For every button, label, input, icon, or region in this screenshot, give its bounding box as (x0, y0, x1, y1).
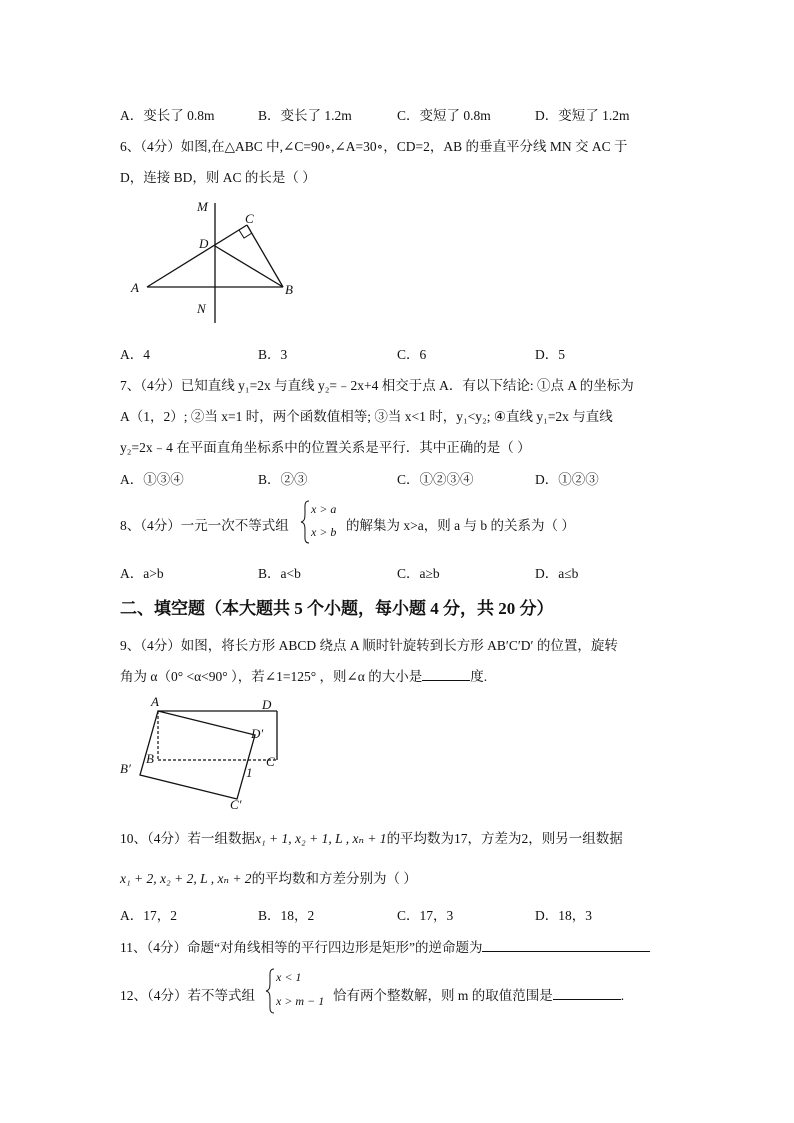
q7-stem-line2: A（1，2）; ②当 x=1 时，两个函数值相等; ③当 x<1 时，y₁<y₂; ④直线 y₁=2x 与直线 (120, 409, 613, 424)
q5-option-c: C．变短了 0.8m (397, 108, 491, 123)
q7-option-b: B．②③ (258, 472, 308, 487)
q12-prefix: 12、（4分）若不等式组 (120, 988, 255, 1003)
q12-inequality-1: x < 1 (276, 970, 302, 984)
q6-label-a: A (131, 280, 139, 295)
q10-expression-1: x₁ + 1, x₂ + 1, L , xₙ + 1 (255, 831, 387, 846)
q9-figure (118, 693, 288, 811)
q6-label-m: M (197, 199, 208, 214)
q10-expression-2: x₁ + 2, x₂ + 2, L , xₙ + 2 (120, 871, 252, 886)
q9-stem-line2-text: 角为 α（0° <α<90° ），若∠1=125° ，则∠α 的大小是 (120, 669, 423, 684)
q6-stem-line1: 6、（4分）如图,在△ABC 中,∠C=90∘,∠A=30∘，CD=2，AB 的垂直平分线 MN 交 AC 于 (120, 139, 628, 154)
q8-brace (300, 500, 310, 544)
q8-option-b: B．a<b (258, 566, 301, 581)
q8-option-a: A．a>b (120, 566, 164, 581)
q8-suffix: 的解集为 x>a，则 a 与 b 的关系为（ ） (346, 518, 575, 533)
q9-label-1: 1 (246, 765, 253, 780)
q9-label-b-prime: B′ (120, 761, 131, 776)
q9-label-d-prime: D′ (251, 726, 264, 741)
q7-option-c: C．①②③④ (397, 472, 474, 487)
q7-option-a: A．①③④ (120, 472, 184, 487)
q8-option-d: D．a≤b (535, 566, 579, 581)
q9-label-b: B (146, 751, 154, 766)
q6-option-d: D．5 (535, 347, 565, 362)
q12-end: . (620, 988, 625, 1003)
q10-stem-suffix: 的平均数和方差分别为（ ） (251, 871, 417, 886)
q11-stem-text: 11、（4分）命题“对角线相等的平行四边形是矩形”的逆命题为 (120, 940, 483, 955)
q10-stem-middle: 的平均数为17，方差为2，则另一组数据 (386, 831, 623, 846)
q12-suffix-text: 恰有两个整数解，则 m 的取值范围是 (333, 988, 553, 1003)
q5-option-b: B．变长了 1.2m (258, 108, 352, 123)
q9-unit: 度. (470, 669, 488, 684)
q9-stem-line2 (120, 665, 487, 685)
q6-label-d: D (199, 236, 209, 251)
q6-label-c: C (245, 211, 254, 226)
section-2-heading: 二、填空题（本大题共 5 个小题，每小题 4 分，共 20 分） (120, 599, 554, 618)
q12-brace (265, 968, 275, 1014)
q6-label-n: N (197, 301, 206, 316)
q6-option-c: C．6 (397, 347, 427, 362)
q6-stem-line2: D，连接 BD，则 AC 的长是（ ） (120, 170, 316, 185)
q6-option-b: B．3 (258, 347, 288, 362)
q9-label-a: A (151, 694, 159, 709)
q7-option-d: D．①②③ (535, 472, 599, 487)
q12-inequality-2: x > m − 1 (276, 994, 325, 1008)
q6-option-a: A．4 (120, 347, 150, 362)
q9-label-c-prime: C′ (230, 797, 242, 811)
q12-answer-blank[interactable] (553, 999, 621, 1000)
q8-prefix: 8、（4分）一元一次不等式组 (120, 518, 289, 533)
q7-stem-line3: y₂=2x﹣4 在平面直角坐标系中的位置关系是平行．其中正确的是（ ） (120, 440, 531, 455)
q12-stem-suffix (333, 984, 624, 1004)
q5-option-d: D．变短了 1.2m (535, 108, 630, 123)
q8-inequality-2: x > b (311, 525, 337, 539)
q9-label-c: C (266, 754, 275, 769)
q5-option-a: A．变长了 0.8m (120, 108, 215, 123)
q10-option-d: D．18，3 (535, 908, 592, 923)
q6-figure (125, 195, 305, 325)
q10-stem-line2 (120, 867, 417, 887)
q9-answer-blank[interactable] (422, 680, 470, 681)
q11-stem (120, 936, 650, 956)
q7-stem-line1: 7、（4分）已知直线 y₁=2x 与直线 y₂=﹣2x+4 相交于点 A．有以下结论: ①点 A 的坐标为 (120, 378, 634, 393)
q9-stem-line1: 9、（4分）如图，将长方形 ABCD 绕点 A 顺时针旋转到长方形 AB′C′D′ 的位置，旋转 (120, 638, 618, 653)
q10-option-b: B．18，2 (258, 908, 315, 923)
q10-option-a: A．17，2 (120, 908, 177, 923)
q6-label-b: B (285, 282, 293, 297)
q8-option-c: C．a≥b (397, 566, 440, 581)
q11-answer-blank[interactable] (482, 951, 650, 952)
q10-stem-line1 (120, 827, 623, 847)
q9-label-d: D (262, 697, 272, 712)
q8-inequality-1: x > a (311, 502, 337, 516)
q10-stem-prefix: 10、（4分）若一组数据 (120, 831, 255, 846)
q10-option-c: C．17，3 (397, 908, 454, 923)
